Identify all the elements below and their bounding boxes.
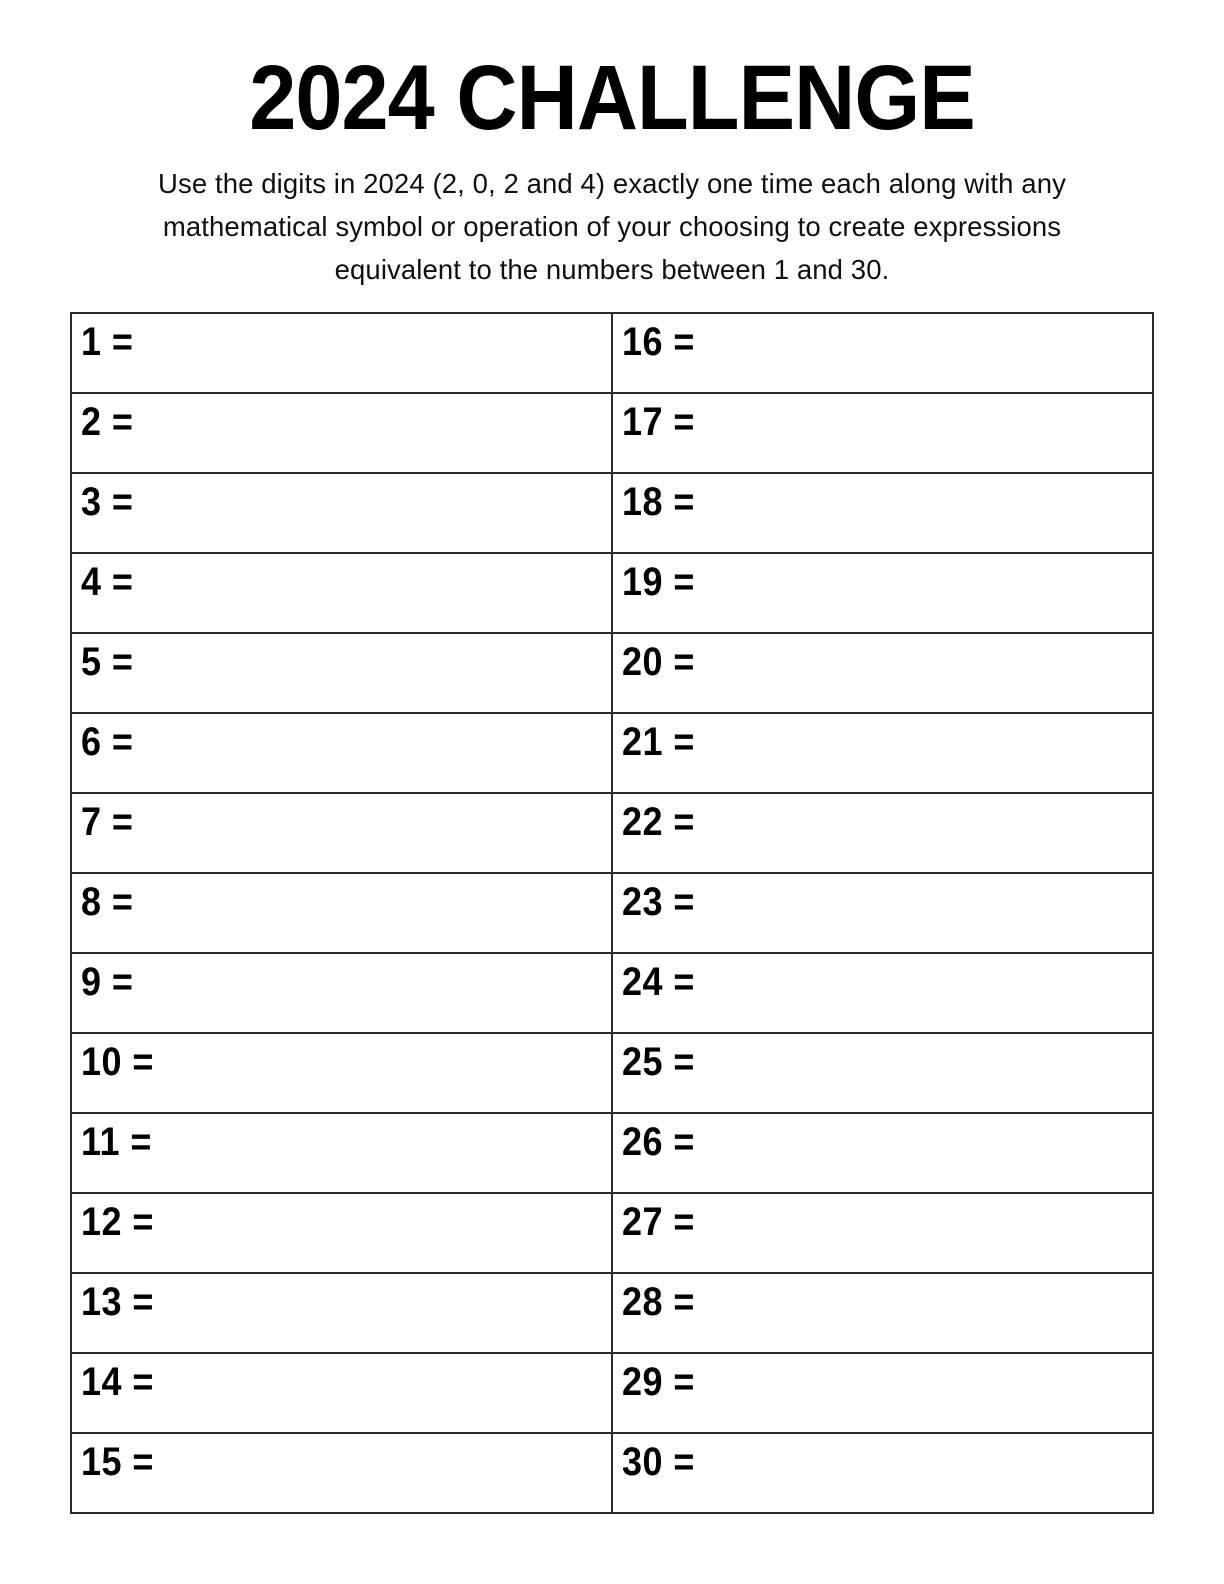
answer-grid — [70, 312, 1154, 1514]
answer-cell-label: 2 = — [81, 400, 134, 444]
answer-cell[interactable] — [71, 1353, 612, 1433]
answer-cell-label: 17 = — [622, 400, 695, 444]
table-row — [71, 1033, 1153, 1113]
answer-cell-label: 14 = — [81, 1360, 154, 1404]
answer-cell-label: 21 = — [622, 720, 695, 764]
answer-cell[interactable] — [612, 1353, 1153, 1433]
answer-grid-body — [71, 313, 1153, 1513]
answer-cell[interactable] — [71, 313, 612, 393]
answer-cell-label: 13 = — [81, 1280, 154, 1324]
answer-cell-label: 19 = — [622, 560, 695, 604]
answer-cell[interactable] — [612, 473, 1153, 553]
table-row — [71, 313, 1153, 393]
table-row — [71, 553, 1153, 633]
answer-cell-label: 27 = — [622, 1200, 695, 1244]
answer-cell[interactable] — [612, 553, 1153, 633]
answer-cell[interactable] — [71, 1273, 612, 1353]
answer-grid-container — [70, 312, 1152, 1514]
answer-cell-label: 23 = — [622, 880, 695, 924]
answer-cell-label: 8 = — [81, 880, 134, 924]
answer-cell-label: 3 = — [81, 480, 134, 524]
answer-cell-label: 10 = — [81, 1040, 154, 1084]
answer-cell-label: 5 = — [81, 640, 134, 684]
answer-cell[interactable] — [71, 393, 612, 473]
table-row — [71, 1433, 1153, 1513]
table-row — [71, 713, 1153, 793]
instructions-line-3: equivalent to the numbers between 1 and 30. — [334, 254, 890, 285]
table-row — [71, 1193, 1153, 1273]
answer-cell-label: 7 = — [81, 800, 134, 844]
answer-cell[interactable] — [71, 1433, 612, 1513]
answer-cell[interactable] — [612, 313, 1153, 393]
answer-cell[interactable] — [612, 1273, 1153, 1353]
answer-cell[interactable] — [612, 633, 1153, 713]
answer-cell[interactable] — [612, 1113, 1153, 1193]
worksheet-header — [0, 0, 1224, 291]
answer-cell[interactable] — [612, 793, 1153, 873]
page-title: 2024 CHALLENGE — [249, 47, 975, 149]
answer-cell[interactable] — [612, 873, 1153, 953]
answer-cell[interactable] — [612, 1033, 1153, 1113]
answer-cell-label: 11 = — [81, 1120, 152, 1164]
answer-cell[interactable] — [71, 953, 612, 1033]
answer-cell-label: 29 = — [622, 1360, 695, 1404]
table-row — [71, 473, 1153, 553]
answer-cell[interactable] — [612, 1433, 1153, 1513]
answer-cell-label: 30 = — [622, 1440, 695, 1484]
answer-cell[interactable] — [71, 633, 612, 713]
instructions-text — [107, 162, 1117, 291]
answer-cell-label: 9 = — [81, 960, 134, 1004]
answer-cell-label: 25 = — [622, 1040, 695, 1084]
answer-cell-label: 1 = — [81, 320, 134, 364]
table-row — [71, 953, 1153, 1033]
table-row — [71, 633, 1153, 713]
answer-cell-label: 15 = — [81, 1440, 154, 1484]
answer-cell[interactable] — [71, 473, 612, 553]
table-row — [71, 1353, 1153, 1433]
answer-cell-label: 24 = — [622, 960, 695, 1004]
answer-cell-label: 20 = — [622, 640, 695, 684]
answer-cell-label: 16 = — [622, 320, 695, 364]
table-row — [71, 1273, 1153, 1353]
answer-cell-label: 12 = — [81, 1200, 154, 1244]
table-row — [71, 793, 1153, 873]
answer-cell[interactable] — [71, 873, 612, 953]
answer-cell-label: 28 = — [622, 1280, 695, 1324]
answer-cell[interactable] — [612, 1193, 1153, 1273]
instructions-line-2: mathematical symbol or operation of your choosing to create expressions — [162, 211, 1062, 242]
answer-cell[interactable] — [71, 1113, 612, 1193]
answer-cell-label: 18 = — [622, 480, 695, 524]
answer-cell-label: 26 = — [622, 1120, 695, 1164]
answer-cell[interactable] — [71, 1193, 612, 1273]
table-row — [71, 393, 1153, 473]
answer-cell[interactable] — [71, 793, 612, 873]
answer-cell-label: 6 = — [81, 720, 134, 764]
table-row — [71, 873, 1153, 953]
answer-cell[interactable] — [71, 553, 612, 633]
answer-cell[interactable] — [612, 713, 1153, 793]
answer-cell-label: 22 = — [622, 800, 695, 844]
answer-cell[interactable] — [612, 953, 1153, 1033]
answer-cell-label: 4 = — [81, 560, 134, 604]
table-row — [71, 1113, 1153, 1193]
answer-cell[interactable] — [612, 393, 1153, 473]
answer-cell[interactable] — [71, 1033, 612, 1113]
instructions-line-1: Use the digits in 2024 (2, 0, 2 and 4) exactly one time each along with any — [158, 168, 1066, 199]
answer-cell[interactable] — [71, 713, 612, 793]
